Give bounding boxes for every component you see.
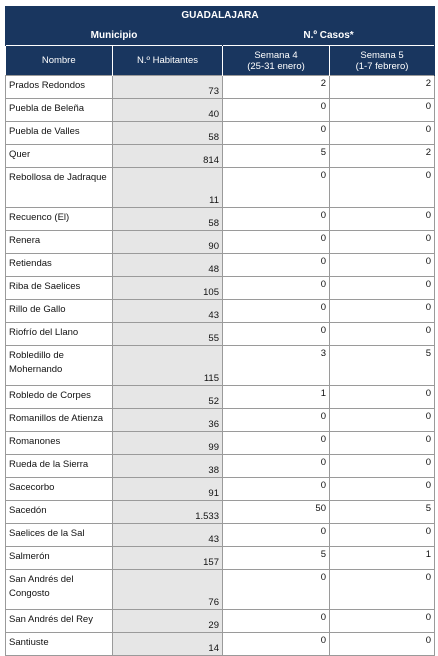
municipio-name-cell: San Andrés del Congosto <box>6 570 113 610</box>
column-header-nombre <box>6 46 113 76</box>
table-row <box>6 300 435 323</box>
semana5-cases-cell: 1 <box>330 547 435 570</box>
semana5-cases-cell: 0 <box>330 570 435 610</box>
habitantes-cell: 40 <box>113 99 223 122</box>
semana5-cases-cell: 0 <box>330 254 435 277</box>
semana5-cases-cell: 0 <box>330 168 435 208</box>
table-row <box>6 346 435 386</box>
habitantes-cell: 76 <box>113 570 223 610</box>
column-header-semana4-range: (25-31 enero) <box>247 60 305 72</box>
habitantes-cell: 91 <box>113 478 223 501</box>
habitantes-cell: 36 <box>113 409 223 432</box>
table-row <box>6 323 435 346</box>
semana4-cases-cell: 0 <box>223 254 330 277</box>
semana4-cases-cell: 0 <box>223 610 330 633</box>
semana4-cases-cell: 0 <box>223 277 330 300</box>
table-row <box>6 432 435 455</box>
semana4-cases-cell: 0 <box>223 633 330 656</box>
table-row <box>6 501 435 524</box>
semana4-cases-cell: 0 <box>223 168 330 208</box>
table-row <box>6 633 435 656</box>
semana4-cases-cell: 5 <box>223 145 330 168</box>
habitantes-cell: 43 <box>113 524 223 547</box>
group-header-municipio: Municipio <box>6 25 223 46</box>
municipio-name-cell: San Andrés del Rey <box>6 610 113 633</box>
table-row <box>6 99 435 122</box>
table-row <box>6 231 435 254</box>
semana5-cases-cell: 0 <box>330 231 435 254</box>
semana5-cases-cell: 0 <box>330 386 435 409</box>
semana4-cases-cell: 0 <box>223 122 330 145</box>
column-header-semana5 <box>330 46 435 76</box>
municipio-name-cell: Rueda de la Sierra <box>6 455 113 478</box>
municipio-name-cell: Rillo de Gallo <box>6 300 113 323</box>
semana4-cases-cell: 0 <box>223 570 330 610</box>
column-header-semana4 <box>223 46 330 76</box>
municipio-name-cell: Riba de Saelices <box>6 277 113 300</box>
municipio-name-cell: Quer <box>6 145 113 168</box>
column-header-habitantes <box>113 46 223 76</box>
semana4-cases-cell: 0 <box>223 409 330 432</box>
table-row <box>6 610 435 633</box>
table-row <box>6 168 435 208</box>
column-header-nombre-label: Nombre <box>41 55 76 66</box>
semana5-cases-cell: 5 <box>330 501 435 524</box>
semana5-cases-cell: 0 <box>330 99 435 122</box>
habitantes-cell: 11 <box>113 168 223 208</box>
semana4-cases-cell: 0 <box>223 231 330 254</box>
semana4-cases-cell: 1 <box>223 386 330 409</box>
semana4-cases-cell: 0 <box>223 300 330 323</box>
table-row <box>6 277 435 300</box>
semana4-cases-cell: 0 <box>223 323 330 346</box>
semana4-cases-cell: 0 <box>223 478 330 501</box>
municipio-name-cell: Renera <box>6 231 113 254</box>
habitantes-cell: 38 <box>113 455 223 478</box>
semana5-cases-cell: 0 <box>330 432 435 455</box>
cases-table-container <box>5 6 434 656</box>
habitantes-cell: 115 <box>113 346 223 386</box>
habitantes-cell: 58 <box>113 208 223 231</box>
municipio-name-cell: Robledo de Corpes <box>6 386 113 409</box>
habitantes-cell: 52 <box>113 386 223 409</box>
habitantes-cell: 105 <box>113 277 223 300</box>
habitantes-cell: 814 <box>113 145 223 168</box>
semana5-cases-cell: 2 <box>330 145 435 168</box>
table-row <box>6 570 435 610</box>
semana5-cases-cell: 0 <box>330 610 435 633</box>
table-row <box>6 478 435 501</box>
table-row <box>6 145 435 168</box>
table-row <box>6 254 435 277</box>
habitantes-cell: 14 <box>113 633 223 656</box>
table-row <box>6 208 435 231</box>
habitantes-cell: 43 <box>113 300 223 323</box>
table-row <box>6 386 435 409</box>
semana4-cases-cell: 3 <box>223 346 330 386</box>
municipio-name-cell: Rebollosa de Jadraque <box>6 168 113 208</box>
group-header-casos: N.º Casos* <box>223 25 435 46</box>
municipio-name-cell: Sacecorbo <box>6 478 113 501</box>
semana4-cases-cell: 0 <box>223 455 330 478</box>
habitantes-cell: 48 <box>113 254 223 277</box>
municipio-name-cell: Romanones <box>6 432 113 455</box>
semana4-cases-cell: 0 <box>223 524 330 547</box>
semana5-cases-cell: 0 <box>330 455 435 478</box>
municipio-name-cell: Santiuste <box>6 633 113 656</box>
semana5-cases-cell: 0 <box>330 524 435 547</box>
habitantes-cell: 55 <box>113 323 223 346</box>
table-row <box>6 409 435 432</box>
municipio-name-cell: Saelices de la Sal <box>6 524 113 547</box>
table-body <box>6 76 435 656</box>
municipio-name-cell: Recuenco (El) <box>6 208 113 231</box>
semana4-cases-cell: 2 <box>223 76 330 99</box>
semana5-cases-cell: 2 <box>330 76 435 99</box>
province-title: GUADALAJARA <box>6 7 435 25</box>
semana5-cases-cell: 0 <box>330 323 435 346</box>
municipio-name-cell: Riofrío del Llano <box>6 323 113 346</box>
semana5-cases-cell: 5 <box>330 346 435 386</box>
table-row <box>6 547 435 570</box>
semana4-cases-cell: 0 <box>223 208 330 231</box>
column-header-semana5-label: Semana 5 <box>360 49 404 61</box>
municipio-name-cell: Prados Redondos <box>6 76 113 99</box>
semana5-cases-cell: 0 <box>330 409 435 432</box>
table-row <box>6 122 435 145</box>
municipio-name-cell: Retiendas <box>6 254 113 277</box>
semana5-cases-cell: 0 <box>330 277 435 300</box>
table-row <box>6 455 435 478</box>
semana4-cases-cell: 5 <box>223 547 330 570</box>
municipio-name-cell: Sacedón <box>6 501 113 524</box>
semana4-cases-cell: 0 <box>223 432 330 455</box>
municipio-name-cell: Salmerón <box>6 547 113 570</box>
habitantes-cell: 73 <box>113 76 223 99</box>
municipio-name-cell: Puebla de Beleña <box>6 99 113 122</box>
municipio-name-cell: Puebla de Valles <box>6 122 113 145</box>
habitantes-cell: 90 <box>113 231 223 254</box>
municipio-name-cell: Robledillo de Mohernando <box>6 346 113 386</box>
municipio-name-cell: Romanillos de Atienza <box>6 409 113 432</box>
habitantes-cell: 29 <box>113 610 223 633</box>
semana4-cases-cell: 0 <box>223 99 330 122</box>
semana4-cases-cell: 50 <box>223 501 330 524</box>
habitantes-cell: 99 <box>113 432 223 455</box>
semana5-cases-cell: 0 <box>330 478 435 501</box>
habitantes-cell: 58 <box>113 122 223 145</box>
semana5-cases-cell: 0 <box>330 300 435 323</box>
habitantes-cell: 1.533 <box>113 501 223 524</box>
column-header-semana5-range: (1-7 febrero) <box>355 60 409 72</box>
table-row <box>6 524 435 547</box>
semana5-cases-cell: 0 <box>330 633 435 656</box>
semana5-cases-cell: 0 <box>330 122 435 145</box>
habitantes-cell: 157 <box>113 547 223 570</box>
cases-table <box>5 6 435 656</box>
column-header-semana4-label: Semana 4 <box>254 49 298 61</box>
column-header-habitantes-label: N.º Habitantes <box>136 55 199 66</box>
semana5-cases-cell: 0 <box>330 208 435 231</box>
table-row <box>6 76 435 99</box>
